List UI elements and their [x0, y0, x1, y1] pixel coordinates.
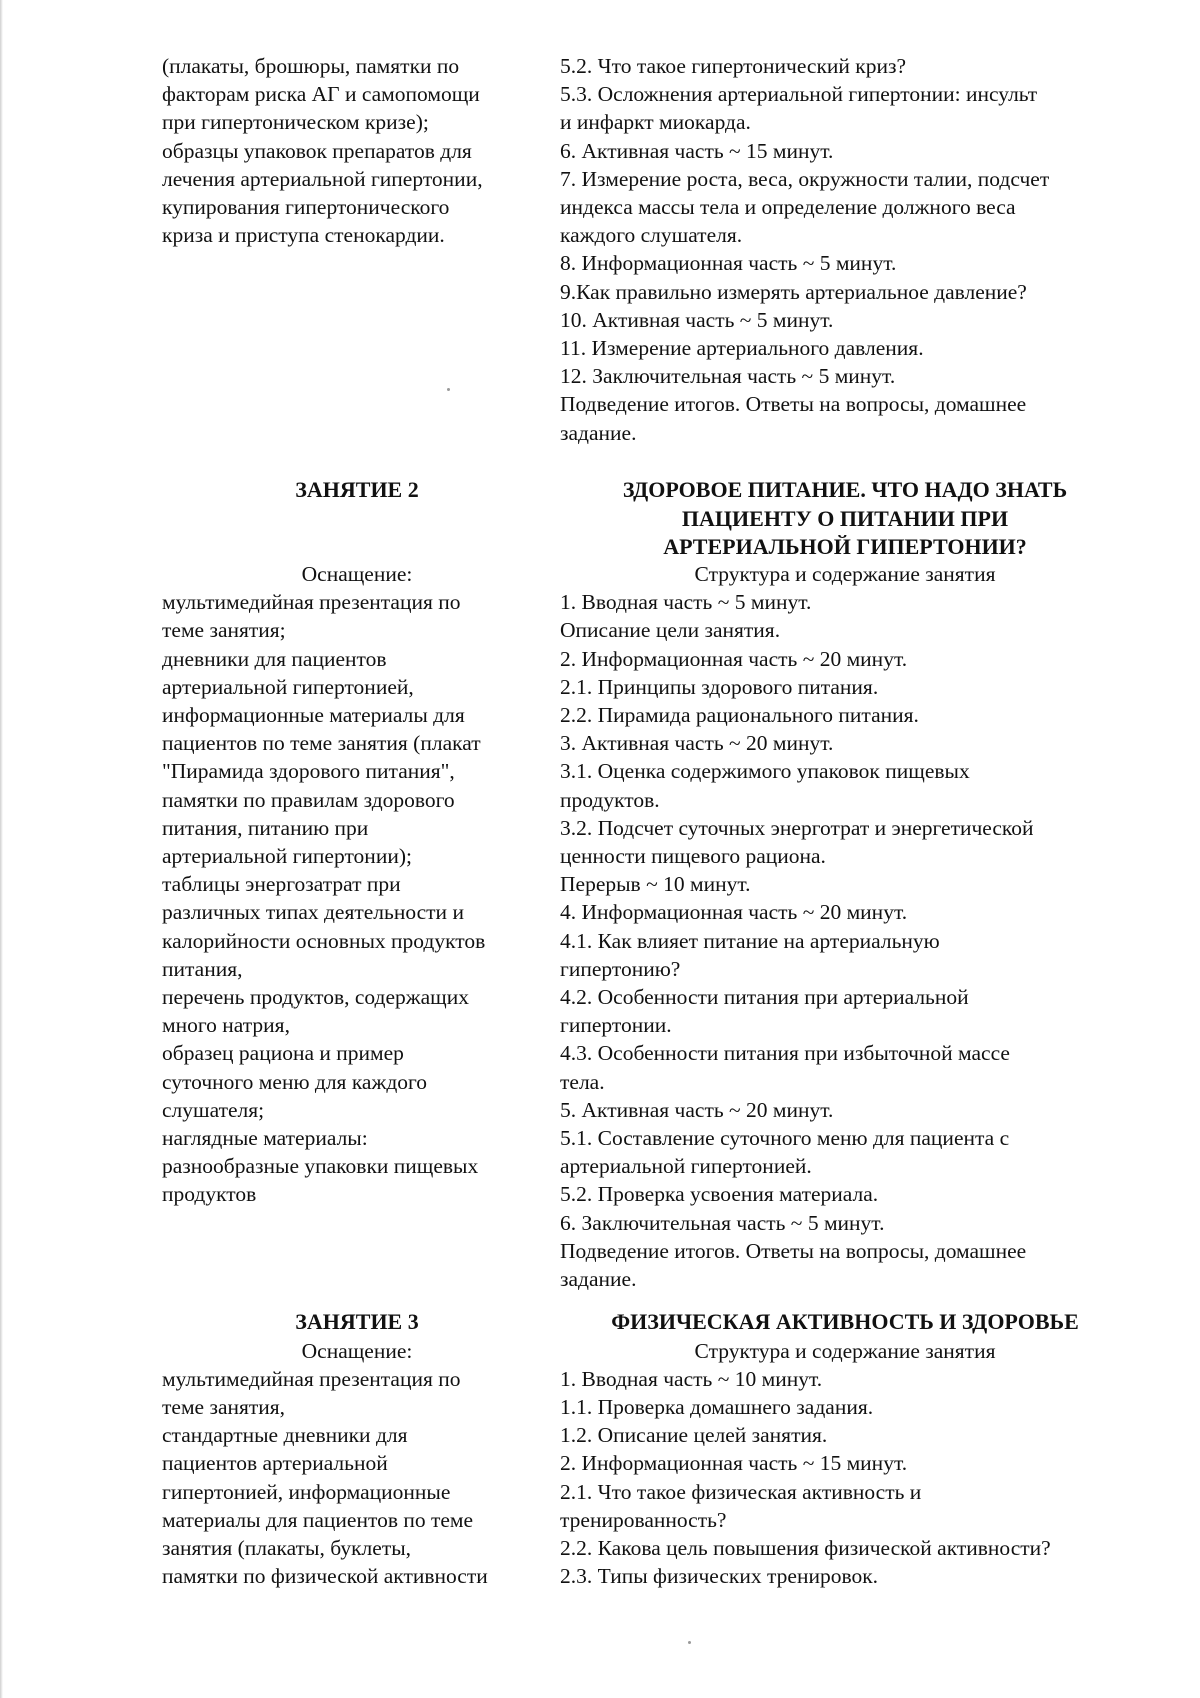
top-right-column: [560, 52, 1130, 447]
text-line: стандартные дневники для: [162, 1423, 408, 1448]
text-line: 5.2. Что такое гипертонический криз?: [560, 54, 907, 78]
text-line: образцы упаковок препаратов для: [162, 138, 472, 163]
text-line: калорийности основных продуктов: [162, 928, 486, 953]
text-line: 5.1. Составление суточного меню для пациента с: [560, 1126, 1010, 1151]
text-line: теме занятия;: [162, 618, 286, 643]
text-line: 7. Измерение роста, веса, окружности талии, подсчет: [560, 166, 1050, 191]
text-line: 11. Измерение артериального давления.: [560, 336, 924, 361]
text-line: различных типах деятельности и: [162, 900, 464, 925]
text-line: материалы для пациентов по теме: [162, 1507, 474, 1532]
lesson3-equipment: [162, 1308, 552, 1590]
text-line: ценности пищевого рациона.: [560, 844, 826, 869]
text-line: артериальной гипертонией.: [560, 1154, 812, 1179]
text-line: 3. Активная часть ~ 20 минут.: [560, 731, 834, 756]
equipment-label: Оснащение:: [301, 1338, 413, 1363]
text-line: 2.1. Что такое физическая активность и: [560, 1479, 922, 1504]
text-line: разнообразные упаковки пищевых: [162, 1154, 479, 1179]
text-line: 3.1. Оценка содержимого упаковок пищевых: [560, 759, 970, 784]
text-line: таблицы энергозатрат при: [162, 872, 401, 897]
text-line: 1.2. Описание целей занятия.: [560, 1423, 828, 1448]
text-line: артериальной гипертонией,: [162, 674, 414, 699]
text-line: гипертонии.: [560, 1013, 672, 1038]
text-line: лечения артериальной гипертонии,: [162, 166, 483, 191]
text-line: 8. Информационная часть ~ 5 минут.: [560, 251, 897, 276]
text-line: каждого слушателя.: [560, 223, 743, 248]
text-line: 2.1. Принципы здорового питания.: [560, 674, 879, 699]
text-line: много натрия,: [162, 1013, 290, 1038]
lesson2-title-line: АРТЕРИАЛЬНОЙ ГИПЕРТОНИИ?: [663, 534, 1027, 559]
text-line: образец рациона и пример: [162, 1041, 404, 1066]
text-line: Подведение итогов. Ответы на вопросы, домашнее: [560, 392, 1027, 417]
text-line: при гипертоническом кризе);: [162, 110, 429, 135]
text-line: памятки по физической активности: [162, 1564, 488, 1589]
text-line: 5.3. Осложнения артериальной гипертонии: инсульт: [560, 82, 1038, 107]
text-line: теме занятия,: [162, 1394, 286, 1419]
text-line: задание.: [560, 1267, 637, 1292]
text-line: 9.Как правильно измерять артериальное давление?: [560, 279, 1027, 304]
text-line: криза и приступа стенокардии.: [162, 223, 445, 248]
text-line: гипертонию?: [560, 956, 681, 981]
text-line: артериальной гипертонии);: [162, 844, 412, 869]
structure-label: Структура и содержание занятия: [694, 1338, 996, 1363]
scan-speck: [447, 388, 450, 391]
text-line: 5.2. Проверка усвоения материала.: [560, 1182, 879, 1207]
text-line: пациентов артериальной: [162, 1451, 388, 1476]
text-line: 3.2. Подсчет суточных энерготрат и энергетической: [560, 815, 1034, 840]
text-line: памятки по правилам здорового: [162, 787, 455, 812]
text-line: Перерыв ~ 10 минут.: [560, 872, 751, 897]
text-line: 2. Информационная часть ~ 20 минут.: [560, 646, 908, 671]
text-line: занятия (плакаты, буклеты,: [162, 1535, 412, 1560]
text-line: 4.3. Особенности питания при избыточной массе: [560, 1041, 1010, 1066]
lesson3-label: ЗАНЯТИЕ 3: [295, 1309, 419, 1334]
text-line: 6. Активная часть ~ 15 минут.: [560, 138, 834, 163]
text-line: 2. Информационная часть ~ 15 минут.: [560, 1451, 908, 1476]
text-line: тела.: [560, 1069, 605, 1094]
text-line: (плакаты, брошюры, памятки по: [162, 54, 460, 78]
lesson2-title-line: ПАЦИЕНТУ О ПИТАНИИ ПРИ: [681, 505, 1009, 531]
text-line: перечень продуктов, содержащих: [162, 985, 469, 1010]
text-line: 4. Информационная часть ~ 20 минут.: [560, 900, 908, 925]
text-line: и инфаркт миокарда.: [560, 110, 751, 135]
lesson2-title-line: ЗДОРОВОЕ ПИТАНИЕ. ЧТО НАДО ЗНАТЬ: [622, 477, 1068, 502]
text-line: купирования гипертонического: [162, 195, 450, 220]
lesson3-structure: [560, 1308, 1130, 1590]
scan-speck: [688, 1641, 691, 1644]
text-line: 1. Вводная часть ~ 10 минут.: [560, 1366, 823, 1391]
text-line: мультимедийная презентация по: [162, 590, 461, 615]
text-line: Описание цели занятия.: [560, 618, 781, 643]
text-line: тренированность?: [560, 1507, 727, 1532]
structure-label: Структура и содержание занятия: [694, 562, 996, 586]
text-line: 10. Активная часть ~ 5 минут.: [560, 307, 834, 332]
text-line: дневники для пациентов: [162, 646, 387, 671]
text-line: факторам риска АГ и самопомощи: [162, 82, 480, 107]
lesson2-structure: [560, 560, 1130, 1293]
text-line: суточного меню для каждого: [162, 1069, 428, 1094]
top-left-column: [162, 52, 552, 249]
text-line: пациентов по теме занятия (плакат: [162, 731, 481, 756]
text-line: 2.3. Типы физических тренировок.: [560, 1564, 879, 1589]
text-line: гипертонией, информационные: [162, 1479, 451, 1504]
text-line: слушателя;: [162, 1097, 265, 1122]
text-line: питания,: [162, 956, 243, 981]
text-line: "Пирамида здорового питания",: [162, 759, 455, 784]
text-line: 2.2. Пирамида рационального питания.: [560, 703, 919, 728]
lesson2-label-box: [162, 476, 552, 505]
equipment-label: Оснащение:: [301, 562, 413, 586]
text-line: индекса массы тела и определение должного веса: [560, 195, 1016, 220]
text-line: 6. Заключительная часть ~ 5 минут.: [560, 1210, 885, 1235]
scan-edge: [0, 0, 3, 1698]
text-line: наглядные материалы:: [162, 1126, 368, 1151]
text-line: информационные материалы для: [162, 703, 465, 728]
lesson2-title: [560, 476, 1130, 562]
text-line: 1. Вводная часть ~ 5 минут.: [560, 590, 812, 615]
text-line: 4.1. Как влияет питание на артериальную: [560, 928, 940, 953]
text-line: 4.2. Особенности питания при артериальной: [560, 985, 969, 1010]
text-line: продуктов: [162, 1182, 257, 1207]
text-line: продуктов.: [560, 787, 660, 812]
text-line: Подведение итогов. Ответы на вопросы, домашнее: [560, 1238, 1027, 1263]
lesson2-label: ЗАНЯТИЕ 2: [295, 477, 419, 502]
text-line: 5. Активная часть ~ 20 минут.: [560, 1097, 834, 1122]
text-line: питания, питанию при: [162, 815, 369, 840]
text-line: 2.2. Какова цель повышения физической активности?: [560, 1535, 1051, 1560]
lesson2-equipment: [162, 560, 552, 1209]
text-line: 12. Заключительная часть ~ 5 минут.: [560, 364, 896, 389]
text-line: задание.: [560, 420, 637, 445]
lesson3-title: ФИЗИЧЕСКАЯ АКТИВНОСТЬ И ЗДОРОВЬЕ: [611, 1309, 1079, 1334]
text-line: мультимедийная презентация по: [162, 1366, 461, 1391]
text-line: 1.1. Проверка домашнего задания.: [560, 1394, 874, 1419]
